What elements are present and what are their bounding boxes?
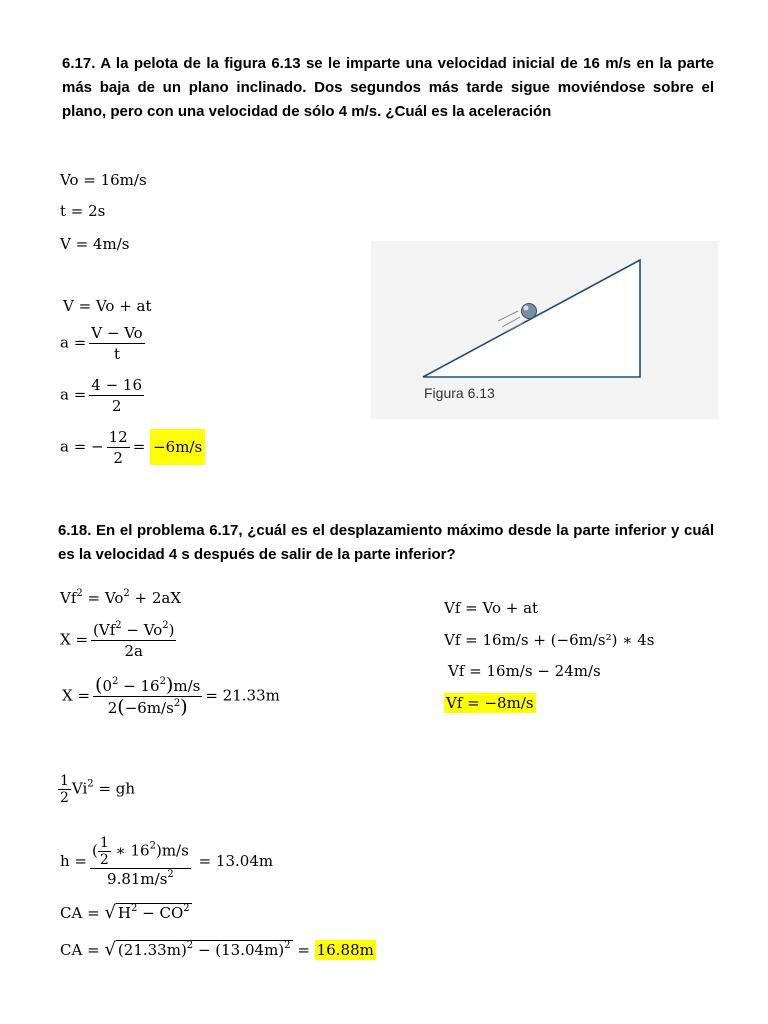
radicand: $H^2 - CO^2$ bbox=[117, 903, 190, 922]
given-t: t = 2s bbox=[60, 202, 106, 220]
one-half-fraction bbox=[98, 835, 111, 868]
final-velocity-step-2: Vf = 16m/s + (−6m/s²) ∗ 4s bbox=[444, 631, 655, 649]
final-velocity-step-1: Vf = Vo + at bbox=[444, 599, 539, 617]
final-velocity-answer: Vf = −8m/s bbox=[446, 694, 534, 712]
ball-highlight bbox=[524, 306, 529, 311]
fraction bbox=[93, 675, 202, 718]
denominator: 2 bbox=[60, 790, 69, 806]
energy-equation-gh: $\frac{1}{2}$ Vi$^2$ = gh bbox=[60, 773, 136, 806]
ca-label: CA = bbox=[60, 941, 100, 959]
denominator: $9.81m/s^2$ bbox=[107, 869, 174, 888]
numerator: $(Vf^2 - Vo^2)$ bbox=[93, 620, 175, 639]
adjacent-side-answer: 16.88m bbox=[316, 941, 374, 959]
figure-6-13 bbox=[371, 241, 718, 419]
numerator: $(0^2 - 16^2)m/s$ bbox=[95, 674, 201, 696]
fraction bbox=[107, 427, 130, 468]
equals: = bbox=[132, 437, 146, 456]
a-label: a = bbox=[60, 385, 87, 404]
h-label: h = bbox=[60, 852, 87, 870]
x-label: X = bbox=[62, 686, 91, 705]
given-v: V = 4m/s bbox=[60, 235, 130, 253]
fraction bbox=[91, 620, 176, 661]
displacement-result: = 21.33m bbox=[205, 686, 280, 705]
given-vo: Vo = 16m/s bbox=[60, 171, 147, 189]
ball bbox=[522, 304, 537, 319]
velocity-formula: V = Vo + at bbox=[63, 297, 152, 315]
a-label-neg: a = − bbox=[60, 437, 104, 456]
sqrt-sign: √ bbox=[104, 902, 116, 923]
gh-equals: = gh bbox=[98, 779, 136, 798]
fraction bbox=[89, 323, 144, 364]
problem-6-17-statement: 6.17. A la pelota de la figura 6.13 se le imparte una velocidad inicial de 16 m/s en la parte más baja de un plano inclinado. Dos segundos más tarde sigue moviéndose sobre el plano, pero con una velocidad de sólo 4 m/s. ¿Cuál es la aceleración bbox=[62, 55, 714, 120]
one-half-fraction bbox=[58, 773, 71, 806]
final-velocity-step-3: Vf = 16m/s − 24m/s bbox=[448, 662, 601, 680]
numerator: 1 bbox=[60, 773, 69, 789]
a-label: a = bbox=[60, 333, 87, 352]
denominator: $2(-6m/s^2)$ bbox=[107, 696, 188, 718]
figure-caption: Figura 6.13 bbox=[424, 385, 495, 401]
fraction bbox=[89, 375, 144, 416]
acceleration-step-2 bbox=[60, 375, 147, 416]
numerator: 1 bbox=[99, 835, 109, 851]
numerator: 12 bbox=[108, 428, 128, 446]
equals: = bbox=[297, 941, 310, 959]
denominator: 2 bbox=[99, 852, 109, 868]
sqrt-sign: √ bbox=[104, 939, 116, 960]
denominator: 2 bbox=[111, 397, 122, 415]
radicand: $(21.33m)^2 - (13.04m)^2$ bbox=[117, 940, 291, 959]
acceleration-step-3 bbox=[60, 427, 205, 468]
numerator: ( $\frac{1}{2}$ ∗ $16^2)m/s$ bbox=[92, 835, 189, 868]
problem-6-18-statement: 6.18. En el problema 6.17, ¿cuál es el desplazamiento máximo desde la parte inferior y cuál es la velocidad 4 s después de salir de la parte inferior? bbox=[58, 522, 714, 563]
displacement-step-1 bbox=[60, 620, 179, 661]
acceleration-step-1 bbox=[60, 323, 148, 364]
denominator: 2a bbox=[124, 642, 143, 660]
numerator: V − Vo bbox=[91, 324, 143, 342]
acceleration-answer: −6m/s bbox=[150, 429, 205, 465]
energy-equation-vf: $Vf^2 = Vo^2 + 2aX$ bbox=[60, 588, 182, 607]
height-result: = 13.04m bbox=[198, 852, 274, 870]
denominator: t bbox=[113, 345, 121, 363]
ca-label: CA = bbox=[60, 904, 100, 922]
adjacent-side-formula bbox=[60, 903, 192, 923]
height-calculation bbox=[60, 835, 273, 889]
adjacent-side-calculation bbox=[60, 940, 376, 960]
denominator: 2 bbox=[113, 449, 123, 467]
fraction bbox=[90, 835, 191, 889]
x-label: X = bbox=[60, 630, 89, 649]
numerator: 4 − 16 bbox=[91, 376, 143, 394]
displacement-step-2 bbox=[62, 675, 280, 718]
